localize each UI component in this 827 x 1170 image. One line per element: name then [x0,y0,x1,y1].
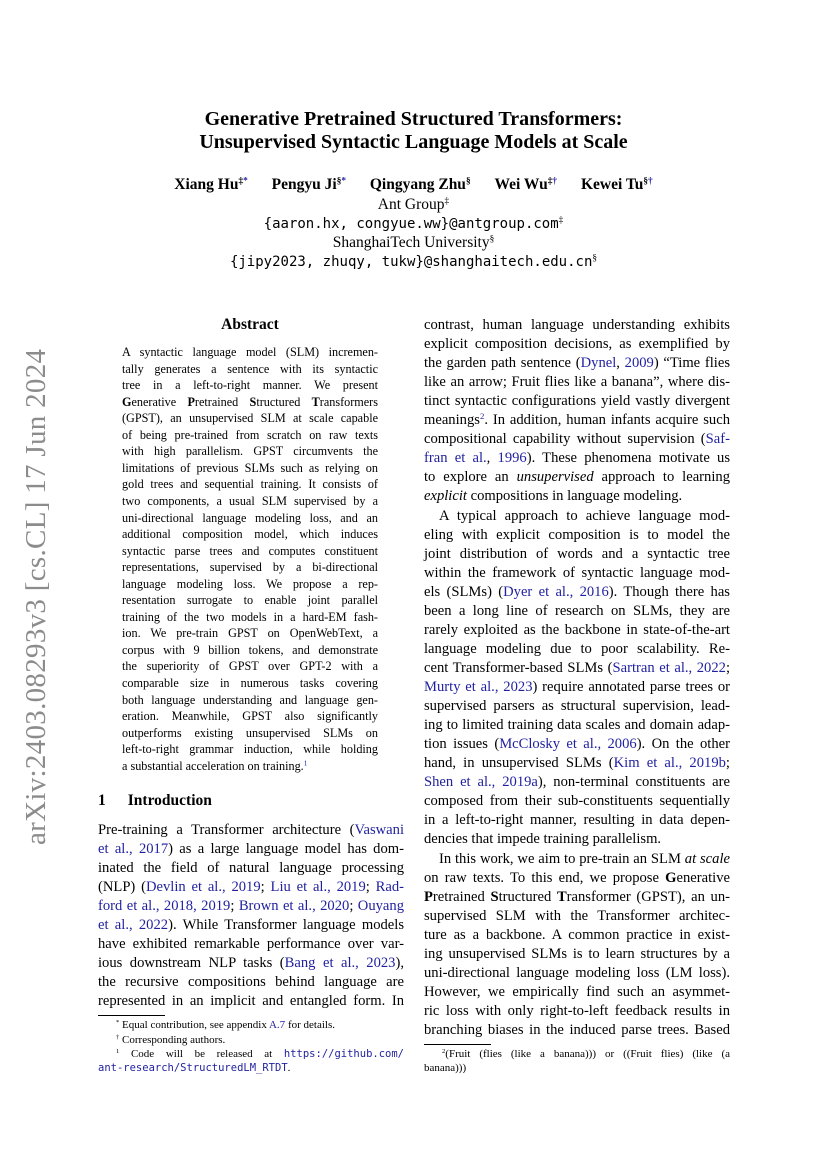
intro-line: ious downstream NLP tasks (Bang et al., 2023), [98,955,404,971]
author: Kewei Tu§† [580,176,653,193]
intro-line: represented in an implicit and entangled form. In [98,993,404,1009]
footnote-rule [424,1044,491,1045]
col2-line: the garden path sentence (Dynel, 2009) “Time flies [424,355,730,371]
abstract-line: of being pre-trained from scratch on raw texts [122,427,378,442]
col2-line: in a left-to-right manner, resulting in data depen- [424,812,730,828]
col2-line: explicit composition decisions, as exemplified by [424,336,730,352]
col2-line: Pretrained Structured Transformer (GPST), an un- [424,889,730,905]
paper-title-line-2: Unsupervised Syntactic Language Models at Scale [199,131,628,153]
citation-link[interactable]: ford et al., 2018, 2019 [98,898,231,914]
author: Pengyu Ji§* [271,176,346,193]
col2-line: to explore an unsupervised approach to learning [424,469,730,485]
intro-line: et al., 2017) as a large language model has dom- [98,841,404,857]
col2-line: ing unsupervised SLMs is to learn structures by a [424,946,730,962]
abstract-line: (GPST), an unsupervised SLM at scale capable [122,411,378,426]
author-list [0,176,827,194]
abstract-heading: Abstract [221,316,279,333]
col2-line: on raw texts. To this end, we propose Generative [424,870,730,886]
intro-line: et al., 2022). While Transformer language models [98,917,404,933]
col2-line: hand, in unsupervised SLMs (Kim et al., 2019b; [424,755,730,771]
col2-line: uni-directional language modeling loss (LM loss). [424,965,730,981]
abstract-line: a substantial acceleration on training.$^1$ [122,758,308,773]
footnote-garden-path-cont: banana))) [424,1062,467,1074]
intro-line: inated the field of natural language processing [98,860,404,876]
citation-link[interactable]: Dynel [580,355,617,371]
citation-link[interactable]: Devlin et al., 2019 [145,879,261,895]
abstract-line: limitations of previous SLMs such as relying on [122,460,378,475]
abstract-line: with high parallelism. GPST circumvents the [122,444,378,459]
footnote-ref-link[interactable]: 1 [303,758,308,768]
col2-line: In this work, we aim to pre-train an SLM at scale [439,851,730,867]
abstract-line: eration. Meanwhile, GPST also significantly [122,709,378,724]
col2-line: meanings$^2$. In addition, human infants acquire such [424,410,730,428]
footnote-corresponding: † Corresponding authors. [116,1034,226,1046]
section-heading-introduction: 1 Introduction [98,792,212,809]
intro-line: the recursive compositions behind language are [98,974,404,990]
intro-line: (NLP) (Devlin et al., 2019; Liu et al., 2019; Rad- [98,879,405,895]
abstract-line: comparable size in numerous tasks covering [122,676,378,690]
citation-link[interactable]: fran et al. [424,450,487,466]
citation-link[interactable]: Rad- [375,879,405,895]
col2-line: ric loss with only right-to-left feedback results in [424,1003,730,1019]
citation-link[interactable]: Shen et al., 2019a [424,774,538,790]
abstract-line: resentation surrogate to enable joint parallel [122,593,378,608]
code-url-link[interactable]: https://github.com/ [283,1048,404,1060]
col2-line: joint distribution of words and a syntactic tree [424,546,730,562]
abstract-line: A syntactic language model (SLM) incremen- [122,345,378,359]
col2-line: els (SLMs) (Dyer et al., 2016). Though there has [424,584,730,600]
col2-line: composed from their sub-constituents sequentially [424,793,730,809]
col2-line: cent Transformer-based SLMs (Sartran et al., 2022; [424,660,731,676]
author: Qingyang Zhu§ [369,176,471,193]
citation-link[interactable]: Ouyang [357,898,405,914]
citation-link[interactable]: Murty et al., 2023 [424,679,533,695]
author-note-link[interactable]: † [552,176,558,187]
intro-line: ford et al., 2018, 2019; Brown et al., 2020; Ouyang [98,898,405,914]
author: Wei Wu‡† [494,176,558,193]
abstract-line: left-to-right grammar induction, while holding [122,742,378,757]
col2-line: fran et al., 1996). These phenomena motivate us [424,450,730,466]
col2-line: Shen et al., 2019a), non-terminal constituents are [424,774,730,790]
abstract-line: uni-directional language modeling loss, and an [122,510,378,525]
citation-link[interactable]: Saf- [705,431,730,447]
col2-line: tinct syntactic configurations yield vastly divergent [424,393,730,409]
col2-line: been a long line of research on SLMs, they are [424,603,730,619]
abstract-line: Generative Pretrained Structured Transformers [122,394,378,409]
appendix-link[interactable]: A.7 [268,1019,286,1031]
intro-line: Pre-training a Transformer architecture (Vaswani [98,822,404,838]
abstract-line: corpus with 9 billion tokens, and demonstrate [122,642,378,657]
abstract-line: ion. We pre-train GPST on OpenWebText, a [122,626,378,641]
citation-link[interactable]: Brown et al., 2020 [238,898,350,914]
col2-line: compositional capability without supervision (Saf- [424,431,730,447]
abstract-line: two components, a usual SLM supervised by a [122,493,378,508]
footnote-equal-contribution: * Equal contribution, see appendix A.7 for details. [116,1019,335,1031]
citation-link[interactable]: 2009 [624,355,654,371]
paper-title-line-1: Generative Pretrained Structured Transformers: [204,108,623,130]
author-note-link[interactable]: † [648,176,653,187]
intro-line: have exhibited remarkable performance over var- [98,936,404,952]
footnote-rule [98,1015,165,1016]
abstract-line: outperforms existing unsupervised SLMs on [122,725,378,740]
citation-link[interactable]: McClosky et al., 2006 [499,736,637,752]
citation-link[interactable]: Kim et al., 2019b [613,755,726,771]
col2-line: contrast, human language understanding exhibits [424,317,730,333]
col2-line: supervised parsers as structural supervision, lead- [424,698,730,714]
col2-line: eling with explicit composition is to model the [424,527,730,543]
citation-link[interactable]: 1996 [497,450,527,466]
author-note-link[interactable]: * [243,176,248,187]
abstract-line: training of the two models in a hard-EM fash- [122,609,378,624]
email-ant-group: {aaron.hx, congyue.ww}@antgroup.com‡ [263,215,564,232]
col2-line: ing to limited training data scales and domain adap- [424,717,730,733]
col2-line: explicit compositions in language modeling. [424,488,683,504]
abstract-line: the superiority of GPST over GPT-2 with a [122,659,378,674]
col2-line: A typical approach to achieve language mod- [439,508,730,524]
citation-link[interactable]: Vaswani [354,822,404,838]
col2-line: language modeling due to poor scalability. Re- [424,641,730,657]
citation-link[interactable]: Sartran et al., 2022 [612,660,726,676]
abstract-line: tally generates a sentence with its syntactic [122,361,378,376]
citation-link[interactable]: et al., 2017 [98,841,169,857]
email-shanghaitech: {jipy2023, zhuqy, tukw}@shanghaitech.edu.cn§ [229,253,598,270]
abstract-line: tree in a left-to-right manner. We present [122,378,378,393]
citation-link[interactable]: Liu et al., 2019 [270,879,366,895]
abstract-line: representations, supervised by a bi-directional [122,560,378,575]
col2-line: rarely exploited as the backbone in state-of-the-art [424,622,730,638]
col2-line: dencies that impede training parallelism. [424,831,662,847]
footnote-garden-path: $^2$(Fruit (flies (like a banana))) or ((Fruit flies) (like (a [442,1048,730,1060]
citation-link[interactable]: et al., 2022 [98,917,169,933]
author-note-link[interactable]: * [341,176,346,187]
footnote-code-release: $^1$ Code will be released at https://github.com/ [116,1048,404,1060]
col2-line: Murty et al., 2023) require annotated parse trees or [424,679,730,695]
abstract-line: additional composition model, which induces [122,527,378,542]
abstract-line: syntactic parse trees and computes constituent [122,543,378,558]
code-url-link[interactable]: ant-research/StructuredLM_RTDT [98,1062,288,1074]
footnote-code-release-cont: ant-research/StructuredLM_RTDT. [98,1062,291,1074]
author: Xiang Hu‡* [174,176,248,193]
col2-line: like an arrow; Fruit flies like a banana”, where dis- [424,374,730,390]
citation-link[interactable]: Bang et al., 2023 [284,955,396,971]
arxiv-side-stamp: arXiv:2403.08293v3 [cs.CL] 17 Jun 2024 [20,348,52,845]
col2-line: within the framework of syntactic language mod- [424,565,730,581]
abstract-line: both language understanding and language gen- [122,692,378,707]
col2-line: supervised SLM with the Transformer architec- [424,908,730,924]
col2-line: tion issues (McClosky et al., 2006). On the other [424,736,730,752]
col2-line: However, we empirically find such an asymmet- [424,984,730,1000]
abstract-line: language modeling loss. We propose a rep- [122,576,378,591]
affiliation-ant-group: Ant Group‡ [377,196,450,213]
affiliation-shanghaitech: ShanghaiTech University§ [332,234,495,251]
footnote-ref-link[interactable]: 2 [479,410,485,421]
col2-line: branching biases in the induced parse trees. Based [424,1022,730,1038]
abstract-line: gold trees and sequential training. It consists of [122,477,378,492]
col2-line: ture as a backbone. A common practice in exist- [424,927,730,943]
citation-link[interactable]: Dyer et al., 2016 [503,584,609,600]
